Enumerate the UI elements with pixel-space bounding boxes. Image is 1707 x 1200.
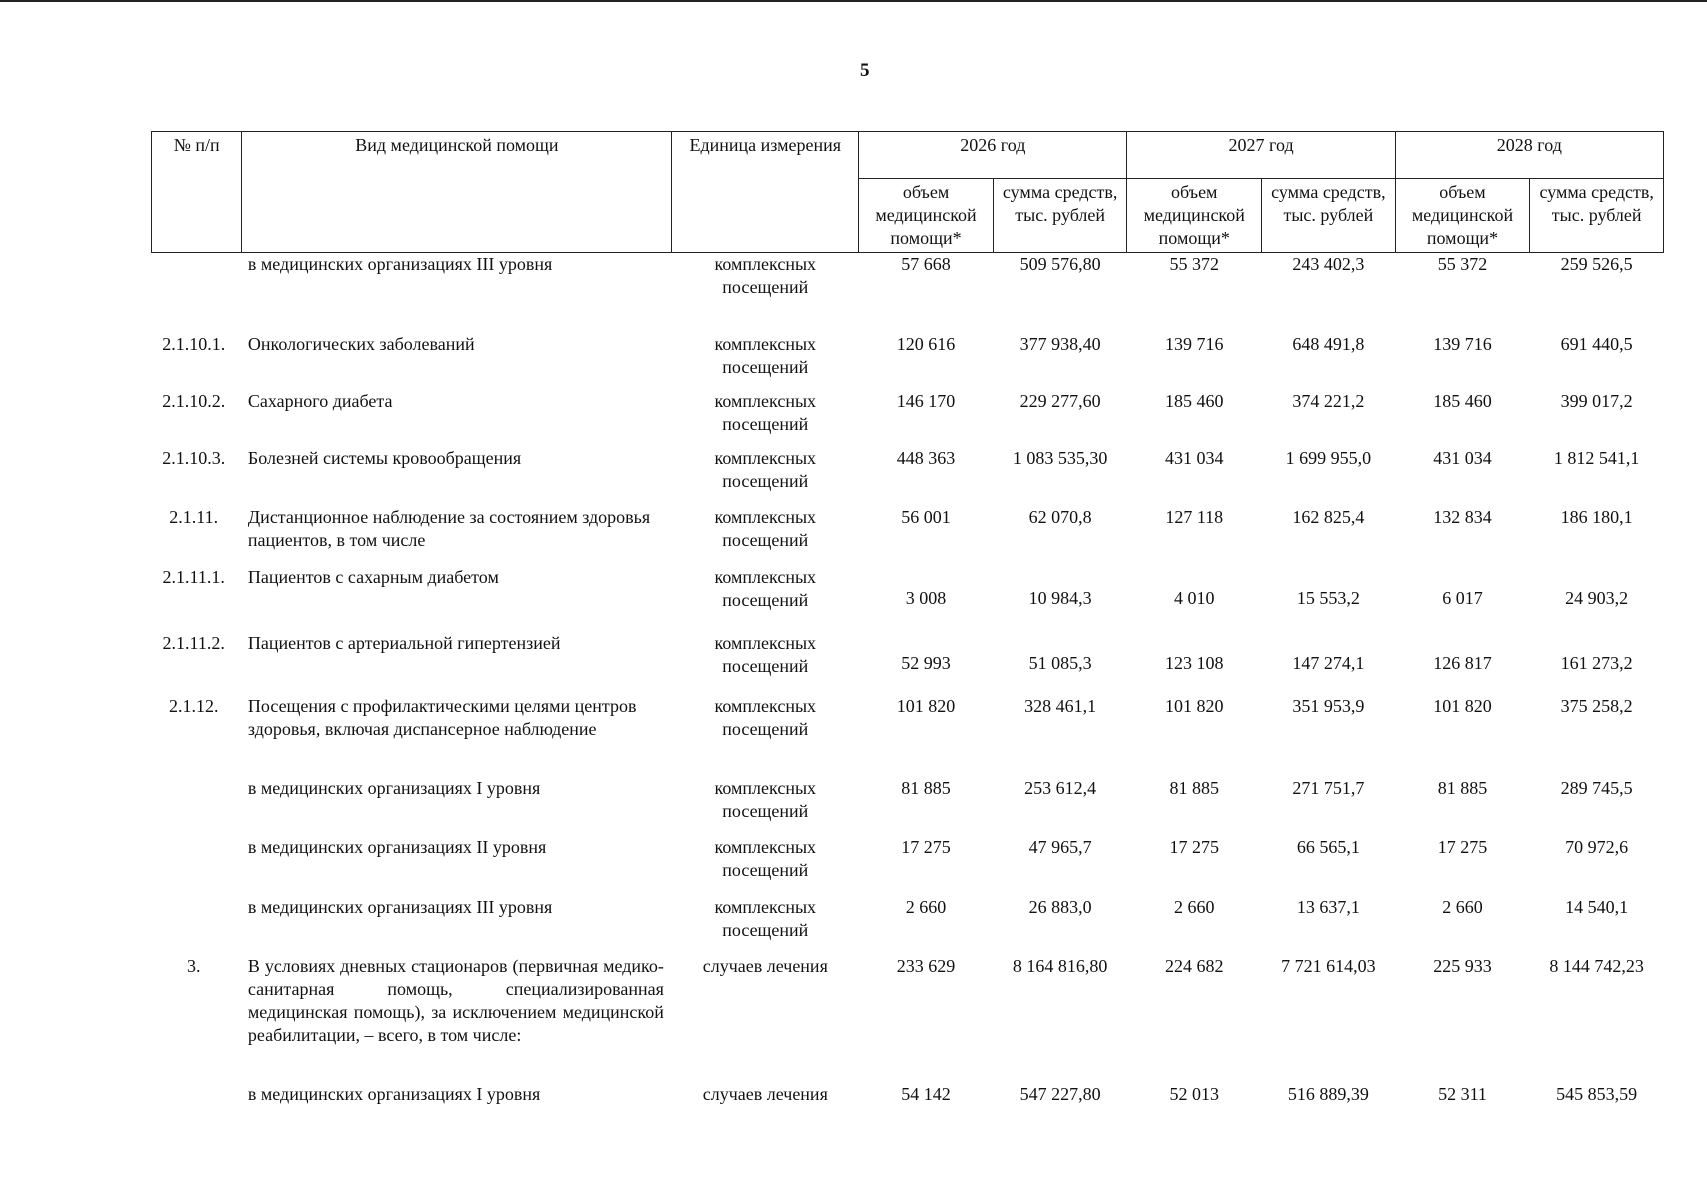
care-type: Пациентов с сахарным диабетом	[247, 566, 499, 587]
volume-2028: 6 017	[1442, 588, 1483, 608]
sum-2026: 10 984,3	[1028, 588, 1092, 608]
row-number: 2.1.10.3.	[162, 447, 226, 468]
row-number	[152, 1083, 242, 1113]
unit: комплексных посещений	[714, 896, 817, 940]
sum-2028: 161 273,2	[1560, 652, 1633, 673]
sum-2027: 516 889,39	[1287, 1083, 1369, 1104]
row-number	[152, 253, 242, 333]
table-row	[152, 390, 1664, 447]
sum-2026: 547 227,80	[1019, 1083, 1101, 1104]
unit: комплексных посещений	[714, 632, 817, 676]
sum-2026: 253 612,4	[1024, 777, 1097, 798]
volume-2028: 81 885	[1437, 777, 1488, 798]
table-row	[152, 1083, 1664, 1113]
row-number: 3.	[186, 955, 201, 976]
volume-2027: 17 275	[1169, 836, 1219, 857]
volume-2027: 55 372	[1169, 254, 1219, 274]
volume-2026: 81 885	[901, 777, 951, 798]
sum-2028: 545 853,59	[1556, 1083, 1638, 1104]
volume-2028: 225 933	[1433, 955, 1492, 976]
volume-2026: 448 363	[896, 447, 956, 468]
sum-2027: 374 221,2	[1292, 390, 1365, 411]
header-year-2026: 2026 год	[859, 132, 1127, 179]
volume-2027: 81 885	[1169, 777, 1219, 798]
unit: случаев лечения	[702, 1083, 828, 1104]
sum-2027: 15 553,2	[1296, 588, 1360, 608]
header-unit: Единица измерения	[672, 132, 859, 253]
volume-2028: 55 372	[1437, 254, 1488, 274]
sum-2026: 51 085,3	[1028, 652, 1092, 673]
volume-2028: 185 460	[1433, 390, 1492, 411]
unit: случаев лечения	[702, 955, 828, 976]
volume-2026: 101 820	[896, 695, 956, 716]
sum-2026: 47 965,7	[1028, 836, 1092, 857]
sum-2028: 259 526,5	[1560, 254, 1633, 274]
sum-2026: 377 938,40	[1019, 333, 1101, 354]
volume-2028: 132 834	[1433, 506, 1492, 527]
header-sum-2027: сумма средств, тыс. рублей	[1262, 179, 1396, 253]
sum-2028: 8 144 742,23	[1549, 955, 1644, 976]
care-type: Сахарного диабета	[247, 390, 393, 411]
volume-2026: 146 170	[896, 390, 956, 411]
sum-2026: 229 277,60	[1019, 390, 1101, 411]
sum-2028: 186 180,1	[1560, 506, 1633, 527]
table-row	[152, 632, 1664, 695]
sum-2027: 1 699 955,0	[1285, 447, 1372, 468]
sum-2028: 375 258,2	[1560, 695, 1633, 716]
row-number	[152, 896, 242, 955]
header-volume-2027: объем медицинской помощи*	[1127, 179, 1262, 253]
header-care-type: Вид медицинской помощи	[242, 132, 672, 253]
table-body	[152, 253, 1664, 1113]
volume-2028: 17 275	[1437, 836, 1488, 857]
care-type: Онкологических заболеваний	[247, 333, 475, 354]
sum-2027: 13 637,1	[1296, 896, 1360, 917]
volume-2027: 123 108	[1165, 652, 1224, 673]
table-row	[152, 836, 1664, 896]
header-volume-2028: объем медицинской помощи*	[1395, 179, 1530, 253]
sum-2028: 289 745,5	[1560, 777, 1633, 798]
volume-2026: 52 993	[901, 652, 951, 673]
table-row	[152, 955, 1664, 1083]
table-row	[152, 253, 1664, 333]
header-year-2027: 2027 год	[1127, 132, 1395, 179]
volume-2028: 431 034	[1433, 447, 1492, 468]
row-number: 2.1.12.	[168, 695, 219, 716]
volume-2028: 2 660	[1442, 896, 1483, 917]
row-number	[152, 777, 242, 836]
row-number: 2.1.11.1.	[162, 566, 225, 587]
care-type: в медицинских организациях I уровня	[247, 777, 541, 798]
volume-2028: 52 311	[1438, 1083, 1487, 1104]
volume-2027: 431 034	[1165, 447, 1224, 468]
header-sum-2028: сумма средств, тыс. рублей	[1530, 179, 1664, 253]
sum-2027: 351 953,9	[1292, 695, 1365, 716]
medical-care-volume-table	[151, 131, 1664, 1113]
unit: комплексных посещений	[714, 447, 817, 491]
sum-2028: 70 972,6	[1565, 836, 1629, 857]
sum-2028: 1 812 541,1	[1553, 447, 1640, 468]
table-row	[152, 333, 1664, 390]
volume-2026: 120 616	[896, 333, 956, 354]
table-row	[152, 896, 1664, 955]
volume-2028: 126 817	[1433, 652, 1492, 673]
volume-2027: 139 716	[1165, 333, 1224, 354]
sum-2026: 328 461,1	[1024, 695, 1097, 716]
care-type: в медицинских организациях II уровня	[247, 836, 547, 857]
volume-2027: 4 010	[1174, 588, 1215, 608]
volume-2027: 127 118	[1165, 506, 1224, 527]
care-type: Посещения с профилактическими целями центров здоровья, включая диспансерное наблюдение	[247, 695, 637, 739]
table-row	[152, 777, 1664, 836]
volume-2026: 2 660	[905, 896, 947, 917]
sum-2026: 8 164 816,80	[1012, 955, 1108, 976]
sum-2028: 24 903,2	[1565, 588, 1629, 608]
unit: комплексных посещений	[714, 333, 817, 377]
top-border-line	[0, 0, 1707, 2]
page-number: 5	[860, 60, 870, 81]
care-type: в медицинских организациях I уровня	[247, 1083, 541, 1104]
unit: комплексных посещений	[714, 390, 817, 434]
care-type: в медицинских организациях III уровня	[247, 254, 553, 274]
table-header	[152, 132, 1664, 253]
sum-2028: 691 440,5	[1560, 333, 1633, 354]
unit: комплексных посещений	[714, 695, 817, 739]
medical-care-table-container	[151, 131, 1664, 1113]
volume-2026: 3 008	[905, 588, 947, 608]
header-sum-2026: сумма средств, тыс. рублей	[993, 179, 1127, 253]
volume-2027: 185 460	[1165, 390, 1224, 411]
volume-2027: 224 682	[1165, 955, 1224, 976]
volume-2027: 2 660	[1174, 896, 1215, 917]
header-row-number: № п/п	[152, 132, 242, 253]
row-number: 2.1.10.2.	[162, 390, 226, 411]
table-row	[152, 447, 1664, 506]
row-number: 2.1.11.	[169, 506, 219, 527]
header-volume-2026: объем медицинской помощи*	[859, 179, 994, 253]
sum-2027: 7 721 614,03	[1281, 955, 1376, 976]
volume-2026: 54 142	[901, 1083, 951, 1104]
sum-2027: 162 825,4	[1292, 506, 1365, 527]
unit: комплексных посещений	[714, 254, 817, 297]
table-row	[152, 506, 1664, 566]
volume-2026: 17 275	[901, 836, 951, 857]
sum-2028: 14 540,1	[1565, 896, 1629, 917]
care-type: в медицинских организациях III уровня	[247, 896, 553, 917]
sum-2027: 648 491,8	[1292, 333, 1365, 354]
row-number	[152, 836, 242, 896]
table-row	[152, 695, 1664, 777]
sum-2027: 147 274,1	[1292, 652, 1365, 673]
volume-2028: 139 716	[1433, 333, 1492, 354]
volume-2026: 57 668	[901, 254, 951, 274]
sum-2026: 62 070,8	[1028, 506, 1092, 527]
volume-2027: 52 013	[1169, 1083, 1219, 1104]
sum-2026: 1 083 535,30	[1012, 447, 1108, 468]
unit: комплексных посещений	[714, 836, 817, 880]
volume-2026: 233 629	[896, 955, 956, 976]
care-type: Болезней системы кровообращения	[247, 447, 522, 468]
volume-2028: 101 820	[1433, 695, 1492, 716]
row-number: 2.1.10.1.	[162, 333, 226, 354]
sum-2026: 26 883,0	[1028, 896, 1092, 917]
unit: комплексных посещений	[714, 777, 817, 821]
volume-2027: 101 820	[1165, 695, 1224, 716]
table-row	[152, 566, 1664, 632]
care-type: Пациентов с артериальной гипертензией	[247, 632, 561, 653]
row-number: 2.1.11.2.	[162, 632, 225, 653]
sum-2028: 399 017,2	[1560, 390, 1633, 411]
unit: комплексных посещений	[714, 506, 817, 550]
sum-2027: 243 402,3	[1292, 254, 1365, 274]
sum-2026: 509 576,80	[1019, 254, 1101, 274]
sum-2027: 271 751,7	[1292, 777, 1365, 798]
volume-2026: 56 001	[901, 506, 951, 527]
unit: комплексных посещений	[714, 566, 817, 610]
sum-2027: 66 565,1	[1296, 836, 1360, 857]
care-type: Дистанционное наблюдение за состоянием здоровья пациентов, в том числе	[247, 506, 651, 550]
care-type: В условиях дневных стационаров (первичная медико-санитарная помощь, специализированная медицинская помощь), за исключением медицинской реабилитации, – всего, в том числе:	[247, 955, 664, 1045]
header-year-2028: 2028 год	[1395, 132, 1663, 179]
